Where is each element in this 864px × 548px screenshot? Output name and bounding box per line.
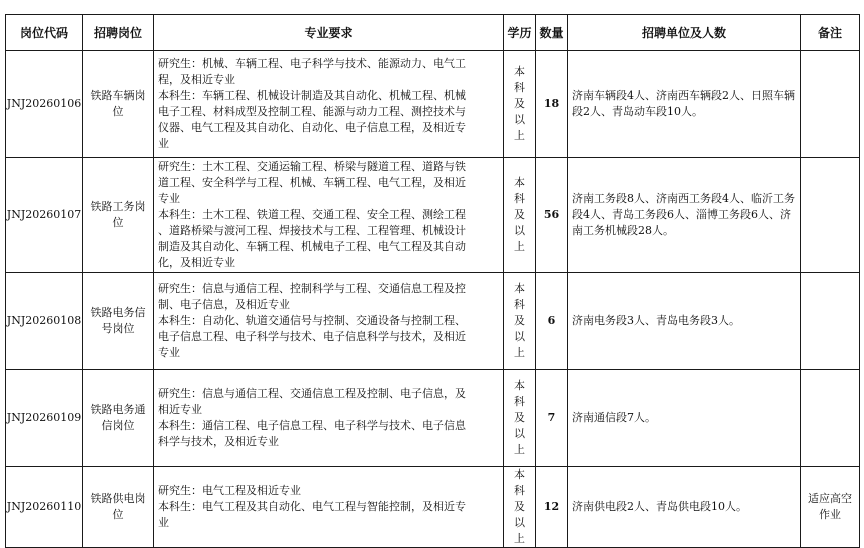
education: 本科及以上 [504, 467, 536, 548]
major-line: 专业 [158, 192, 180, 205]
major-requirements [154, 273, 504, 370]
position-code: JNJ20260109 [6, 370, 83, 467]
major-requirements [154, 158, 504, 273]
education: 本科及以上 [504, 273, 536, 370]
education: 本科及以上 [504, 51, 536, 158]
headcount: 7 [536, 370, 568, 467]
note [801, 51, 860, 158]
education: 本科及以上 [504, 158, 536, 273]
major-line: 专业 [158, 346, 180, 359]
header-row [6, 15, 860, 51]
table-row [6, 370, 860, 467]
major-line: 电子工程、材料成型及控制工程、能源与动力工程、测控技术与 [158, 105, 466, 118]
note [801, 273, 860, 370]
major-requirements [154, 370, 504, 467]
position-name: 铁路工务岗位 [83, 158, 154, 273]
major-requirements [154, 51, 504, 158]
major-line: 本科生：土木工程、铁道工程、交通工程、安全工程、测绘工程 [158, 208, 466, 221]
header-position: 招聘岗位 [83, 15, 154, 51]
recruiting-units: 济南供电段2人、青岛供电段10人。 [568, 467, 801, 548]
note [801, 158, 860, 273]
table-row [6, 467, 860, 548]
header-major: 专业要求 [154, 15, 504, 51]
recruitment-table [5, 14, 860, 548]
recruiting-units: 济南工务段8人、济南西工务段4人、临沂工务段4人、青岛工务段6人、淄博工务段6人、济南工务机械段28人。 [568, 158, 801, 273]
position-code: JNJ20260107 [6, 158, 83, 273]
major-line: 本科生：通信工程、电子信息工程、电子科学与技术、电子信息 [158, 419, 466, 432]
major-line: 电子信息工程、电子科学与技术、电子信息科学与技术，及相近 [158, 330, 466, 343]
major-line: 本科生：车辆工程、机械设计制造及其自动化、机械工程、机械 [158, 89, 466, 102]
major-line: 化，及相近专业 [158, 256, 235, 269]
major-line: 制造及其自动化、车辆工程、机械电子工程、电气工程及其自动 [158, 240, 466, 253]
table-row [6, 158, 860, 273]
major-line: 研究生：电气工程及相近专业 [158, 484, 301, 497]
position-code: JNJ20260110 [6, 467, 83, 548]
note: 适应高空作业 [801, 467, 860, 548]
recruiting-units: 济南车辆段4人、济南西车辆段2人、日照车辆段2人、青岛动车段10人。 [568, 51, 801, 158]
education: 本科及以上 [504, 370, 536, 467]
major-line: 科学与技术，及相近专业 [158, 435, 279, 448]
header-code: 岗位代码 [6, 15, 83, 51]
major-line: 本科生：电气工程及其自动化、电气工程与智能控制，及相近专 [158, 500, 466, 513]
position-code: JNJ20260108 [6, 273, 83, 370]
table-row [6, 51, 860, 158]
position-name: 铁路供电岗位 [83, 467, 154, 548]
major-line: 研究生：机械、车辆工程、电子科学与技术、能源动力、电气工 [158, 57, 466, 70]
major-line: 业 [158, 137, 169, 150]
header-units: 招聘单位及人数 [568, 15, 801, 51]
position-code: JNJ20260106 [6, 51, 83, 158]
headcount: 12 [536, 467, 568, 548]
recruiting-units: 济南电务段3人、青岛电务段3人。 [568, 273, 801, 370]
position-name: 铁路电务信号岗位 [83, 273, 154, 370]
headcount: 18 [536, 51, 568, 158]
major-line: 本科生：自动化、轨道交通信号与控制、交通设备与控制工程、 [158, 314, 466, 327]
major-line: 研究生：土木工程、交通运输工程、桥梁与隧道工程、道路与铁 [158, 160, 466, 173]
major-line: 相近专业 [158, 403, 202, 416]
position-name: 铁路电务通信岗位 [83, 370, 154, 467]
major-line: 道工程、安全科学与工程、机械、车辆工程、电气工程，及相近 [158, 176, 466, 189]
major-line: 、道路桥梁与渡河工程、焊接技术与工程、工程管理、机械设计 [158, 224, 466, 237]
header-note: 备注 [801, 15, 860, 51]
major-line: 研究生：信息与通信工程、控制科学与工程、交通信息工程及控 [158, 282, 466, 295]
header-count: 数量 [536, 15, 568, 51]
major-requirements [154, 467, 504, 548]
position-name: 铁路车辆岗位 [83, 51, 154, 158]
note [801, 370, 860, 467]
header-education: 学历 [504, 15, 536, 51]
major-line: 制、电子信息，及相近专业 [158, 298, 290, 311]
headcount: 56 [536, 158, 568, 273]
major-line: 程，及相近专业 [158, 73, 235, 86]
major-line: 业 [158, 516, 169, 529]
table-row [6, 273, 860, 370]
major-line: 研究生：信息与通信工程、交通信息工程及控制、电子信息，及 [158, 387, 466, 400]
major-line: 仪器、电气工程及其自动化、自动化、电子信息工程，及相近专 [158, 121, 466, 134]
recruiting-units: 济南通信段7人。 [568, 370, 801, 467]
headcount: 6 [536, 273, 568, 370]
